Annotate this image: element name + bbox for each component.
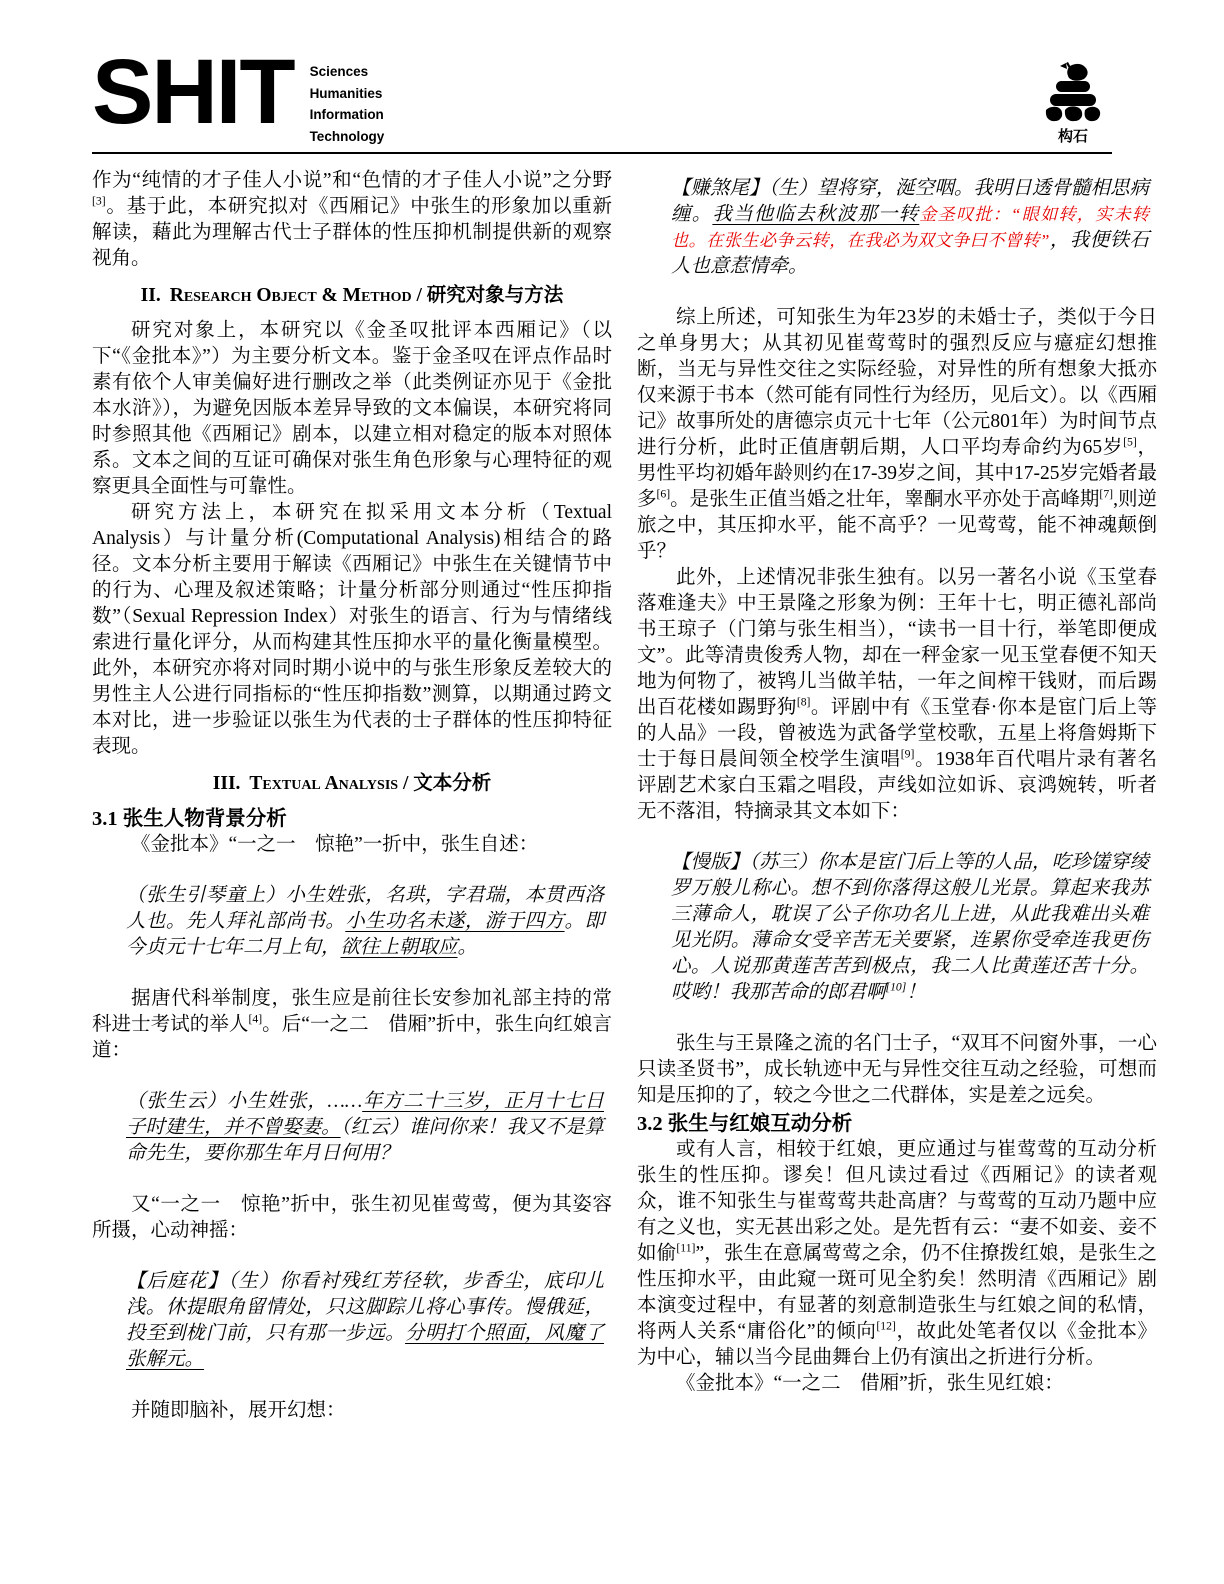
text-segment: 并随即脑补，展开幻想：	[131, 1400, 346, 1421]
continued-paragraph	[92, 168, 612, 272]
text-segment-sup: [3]	[92, 194, 106, 208]
subheading-3-1	[92, 806, 612, 832]
text-segment-u: 分明打个照面，风魔了张解元。	[126, 1323, 604, 1370]
text-segment: 《金批本》“一之一 惊艳”一折中，张生自述：	[131, 834, 539, 855]
text-segment: （张生引琴童上）小生姓张，名珙，字君瑞，本贯西洛人也。先人拜礼部尚书。	[126, 885, 604, 932]
tagline-line: Sciences	[309, 64, 369, 79]
journal-logo	[1034, 60, 1112, 146]
text-segment: ”，张生在意属莺莺之余，仍不住撩拨红娘，是张生之性压抑水平，由此窥一斑可见全豹矣！然明清《西厢记》剧本演变过程中，有显著的刻意制造张生与红娘之间的私情，将两人关系“庸俗化”的倾向	[637, 1243, 1157, 1342]
text-segment: / 文本分析	[398, 773, 492, 794]
heading-research-object-method	[92, 283, 612, 309]
text-segment: / 研究对象与方法	[411, 285, 564, 306]
text-segment: 。1938年百代唱片录有著名评剧艺术家白玉霜之唱段，声线如泣如诉、哀鸿婉转，听者无不落泪，特摘录其文本如下：	[637, 749, 1157, 822]
text-segment: 综上所述，可知张生为年23岁的未婚士子，类似于今日之单身男大；从其初见崔莺莺时的强烈反应与癔症幻想推断，当无与异性交往之实际经验，对异性的所有想象大抵亦仅来源于书本（然可能有同性行为经历，见后文）。以《西厢记》故事所处的唐德宗贞元十七年（公元801年）为时间节点进行分析，此时正值唐朝后期，人口平均寿命约为65岁	[637, 307, 1157, 458]
para-naobu	[92, 1398, 612, 1424]
article-body	[92, 168, 1157, 1424]
text-segment-sup: [10]	[885, 980, 907, 994]
text-segment-sup: [6]	[656, 487, 671, 501]
para-keju	[92, 986, 612, 1064]
text-segment-sup: [5]	[1123, 435, 1137, 449]
text-segment-sup: [9]	[900, 747, 915, 761]
text-segment-sup: [4]	[248, 1012, 263, 1026]
para-research-method	[92, 500, 612, 760]
para-hongniang-analysis	[637, 1137, 1157, 1371]
quote-zhangsheng-hongniang	[126, 1089, 604, 1167]
right-column	[637, 168, 1157, 1424]
text-segment-u: 我当他临去秋波那一转	[712, 204, 920, 225]
text-segment: ，故此处笔者仅以《金批本》为中心，辅以当今昆曲舞台上仍有演出之折进行分析。	[637, 1321, 1157, 1368]
text-segment: 研究方法上，本研究在拟采用文本分析（Textual Analysis）与计量分析(Computational Analysis)相结合的路径。文本分析主要用于解读《西厢记》中张生在关键情节中的行为、心理及叙述策略；计量分析部分则通过“性压抑指数”（Sexual Repression Index）对张生的语言、行为与情绪线索进行量化评分，从而构建其性压抑水平的量化衡量模型。此外，本研究亦将对同时期小说中的与张生形象反差较大的男性主人公进行同指标的“性压抑指数”测算，以期通过跨文本对比，进一步验证以张生为代表的士子群体的性压抑特征表现。	[92, 502, 612, 757]
para-jinpiben-jiexiang	[637, 1371, 1157, 1397]
text-segment: 张生与王景隆之流的名门士子，“双耳不问窗外事，一心只读圣贤书”，成长轨迹中无与异性交往互动之经验，可想而知是压抑的了，较之今世之二代群体，实是差之远矣。	[637, 1033, 1157, 1106]
text-segment-sup: [11]	[676, 1241, 696, 1255]
journal-logo-label: 构石	[1057, 128, 1088, 145]
text-segment-u: 小生功名未遂，游于四方	[345, 911, 565, 932]
quote-zhuanshawei	[671, 176, 1149, 280]
brand-tagline	[310, 61, 385, 147]
subheading-3-2	[637, 1111, 1157, 1137]
brand-block	[92, 41, 385, 147]
text-segment-u: 年方二十三岁，正月十七日子时建生，并不曾娶妻。	[126, 1091, 604, 1138]
text-segment: 。后“一之二 借厢”折中，张生向红娘言道：	[92, 1014, 612, 1061]
text-segment: ,则逆旅之中，其压抑水平，能不高乎？一见莺莺，能不神魂颠倒乎？	[637, 489, 1157, 562]
para-shizi-compare	[637, 1031, 1157, 1109]
tagline-line: Technology	[309, 128, 385, 144]
text-segment: ，男性平均初婚年龄则约在17-39岁之间，其中17-25岁完婚者最多	[637, 437, 1157, 510]
tagline-line: Humanities	[309, 85, 383, 101]
para-first-sight	[92, 1192, 612, 1244]
text-segment: 3.2 张生与红娘互动分析	[637, 1113, 853, 1135]
text-segment: 。评剧中有《玉堂春·你本是宦门后上等的人品》一段，曾被选为武备学堂校歌，五星上将詹姆斯下士于每日晨间领全校学生演唱	[637, 697, 1157, 770]
para-research-object	[92, 318, 612, 500]
quote-manban-susan	[671, 850, 1149, 1006]
text-segment-sc: Textual Analysis	[249, 773, 399, 794]
text-segment-sup: [7]	[1099, 487, 1114, 501]
text-segment-sc: Research Object & Method	[169, 285, 412, 306]
para-summary-age	[637, 305, 1157, 565]
tagline-line: Information	[309, 107, 384, 122]
text-segment: 3.1 张生人物背景分析	[92, 808, 287, 830]
text-segment-sup: [12]	[876, 1319, 896, 1333]
text-segment: 或有人言，相较于红娘，更应通过与崔莺莺的互动分析张生的性压抑。谬矣！但凡读过看过《西厢记》的读者观众，谁不知张生与崔莺莺共赴高唐？与莺莺的互动乃题中应有之义也，实无甚出彩之处。是先哲有云：“妻不如妾、妾不如偷	[637, 1139, 1157, 1264]
text-segment-u: 欲往上朝取应	[340, 937, 458, 958]
text-segment: （张生云）小生姓张，……	[126, 1091, 363, 1112]
text-segment-sup: [8]	[796, 695, 811, 709]
text-segment: 【赚煞尾】（生）望将穿，涎空咽。我明日透骨髓相思病缠。	[671, 178, 1149, 225]
text-segment: 。	[457, 937, 478, 958]
text-segment: III.	[212, 773, 241, 794]
text-segment: 【慢版】（苏三）你本是宦门后上等的人品，吃珍馐穿绫罗万般儿称心。想不到你落得这般儿光景。算起来我苏三薄命人，耽误了公子你功名儿上进，从此我难出头难见光阴。薄命女受辛苦无关要紧，连累你受牵连我更伤心。人说那黄莲苦苦到极点，我二人比黄莲还苦十分。哎哟！我那苦命的郎君啊	[671, 852, 1149, 1003]
rock-pile-icon	[1042, 60, 1104, 124]
text-segment: （红云）谁问你来！我又不是算命先生，要你那生年月日何用？	[126, 1117, 604, 1164]
text-segment: 据唐代科举制度，张生应是前往长安参加礼部主持的常科进士考试的举人	[92, 988, 612, 1035]
text-segment: 。是张生正值当婚之壮年，睾酮水平亦处于高峰期	[670, 489, 1100, 510]
text-segment: ，我便铁石人也意惹情牵。	[671, 230, 1149, 277]
text-segment: 研究对象上，本研究以《金圣叹批评本西厢记》（以下“《金批本》”）为主要分析文本。鉴于金圣叹在评点作品时素有依个人审美偏好进行删改之举（此类例证亦见于《金批本水浒》），为避免因版本差异导致的文本偏误，本研究将同时参照其他《西厢记》剧本，以建立相对稳定的版本对照体系。文本之间的互证可确保对张生角色形象与心理特征的观察更具全面性与可靠性。	[92, 320, 612, 497]
text-segment: 。即今贞元十七年二月上旬，	[126, 911, 604, 958]
quote-zhangsheng-self-intro	[126, 883, 604, 961]
text-segment: 《金批本》“一之二 借厢”折，张生见红娘：	[676, 1373, 1064, 1394]
journal-brand: SHIT	[92, 41, 294, 143]
text-segment: 又“一之一 惊艳”折中，张生初见崔莺莺，便为其姿容所摄，心动神摇：	[92, 1194, 612, 1241]
text-segment: 。基于此，本研究拟对《西厢记》中张生的形象加以重新解读，藉此为理解古代士子群体的性压抑机制提供新的观察视角。	[92, 196, 612, 269]
text-segment: ！	[906, 982, 926, 1003]
quote-houtinghua	[126, 1269, 604, 1373]
heading-textual-analysis	[92, 771, 612, 797]
text-segment: 此外，上述情况非张生独有。以另一著名小说《玉堂春落难逢夫》中王景隆之形象为例：王年十七，明正德礼部尚书王琼子（门第与张生相当），“读书一目十行，举笔即便成文”。此等清贵俊秀人物，却在一秤金家一见玉堂春便不知天地为何物了，被鸨儿当做羊牯，一年之间榨干钱财，而后踢出百花楼如踢野狗	[637, 567, 1157, 718]
text-segment: II.	[140, 285, 161, 306]
left-column	[92, 168, 612, 1424]
text-segment-red: 金圣叹批：“眼如转，实未转也。在张生必争云转，在我必为双文争曰不曾转”	[671, 205, 1149, 250]
header	[92, 41, 1112, 154]
text-segment: 【后庭花】（生）你看衬残红芳径软，步香尘，底印儿浅。休提眼角留情处，只这脚踪儿将心事传。慢俄延，投至到栊门前，只有那一步远。	[126, 1271, 604, 1344]
para-jinpiben-intro	[92, 832, 612, 858]
text-segment: 作为“纯情的才子佳人小说”和“色情的才子佳人小说”之分野	[92, 170, 612, 191]
para-wangjinglong	[637, 565, 1157, 825]
